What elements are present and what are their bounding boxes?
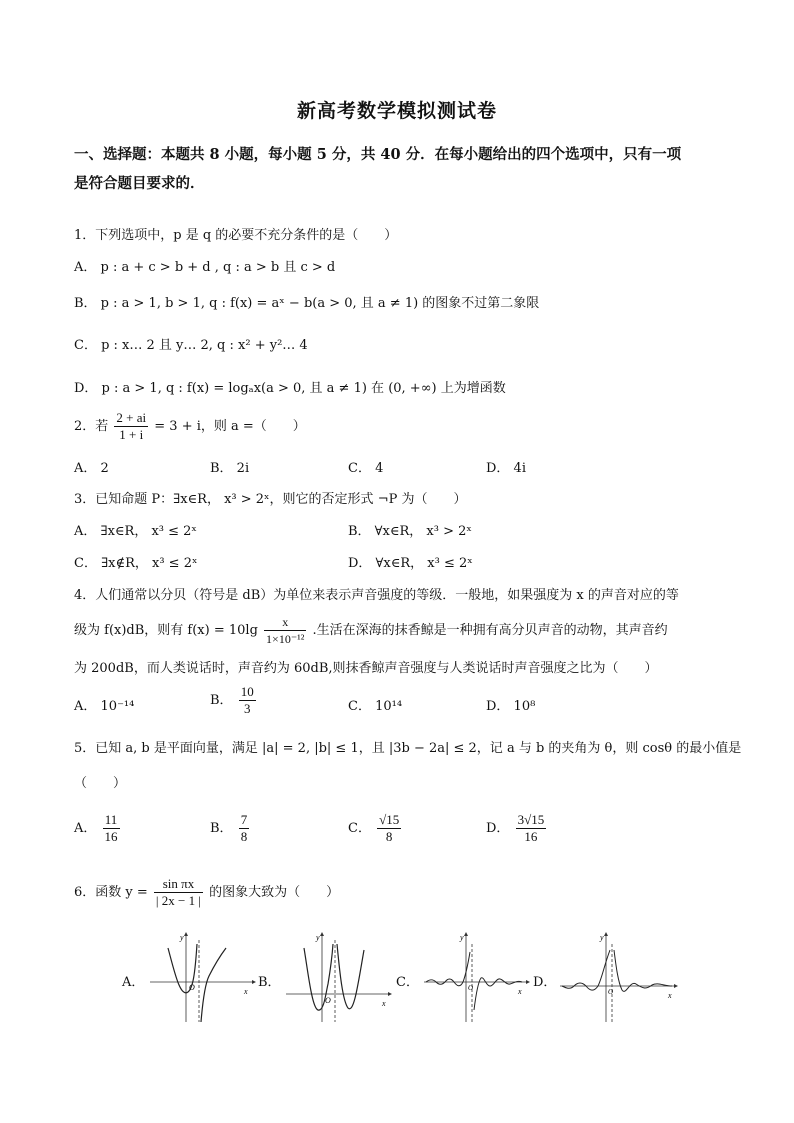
- q4-line1: 4．人们通常以分贝（符号是 dB）为单位来表示声音强度的等级．一般地，如果强度为 x 的声音对应的等: [74, 588, 679, 603]
- q6-graph-d: [556, 930, 682, 1026]
- q4-option-b-fraction: [239, 684, 256, 717]
- q6-option-d-label: D．: [533, 975, 557, 990]
- q4-line3: 为 200dB，而人类说话时，声音约为 60dB,则抹香鲸声音强度与人类说话时声音强度之比为（ ）: [74, 661, 658, 676]
- q4-fraction: [264, 614, 306, 647]
- q1-option-b: B． p : a > 1, b > 1, q : f(x) = aˣ − b(a > 0, 且 a ≠ 1) 的图象不过第二象限: [74, 296, 540, 311]
- q6-graph-a-x-label: x: [244, 987, 248, 996]
- q6-graph-b-origin: O: [325, 996, 331, 1005]
- q6-suffix: 的图象大致为（ ）: [209, 885, 340, 900]
- q6-graph-d-y-label: y: [600, 933, 604, 942]
- q1-option-a: A． p : a + c > b + d , q : a > b 且 c > d: [74, 260, 336, 275]
- q5-option-c-label: C．: [348, 821, 371, 836]
- q5-option-c-fraction: [377, 812, 401, 845]
- q6-graph-b-x-label: x: [382, 999, 386, 1008]
- q4-option-b-num: 10: [240, 684, 254, 699]
- q4-option-d: D． 10⁸: [486, 699, 536, 714]
- q2-option-d: D． 4i: [486, 461, 526, 476]
- q5-line1: 5．已知 a, b 是平面向量，满足 |a| = 2, |b| ≤ 1，且 |3b − 2a| ≤ 2，记 a 与 b 的夹角为 θ，则 cosθ 的最小值是: [74, 741, 742, 756]
- q6-prefix: 6．函数 y =: [74, 885, 148, 900]
- q2-stem: [74, 410, 306, 443]
- q5-option-c: [348, 812, 403, 845]
- section-heading: [74, 140, 754, 198]
- q6-graph-b: [282, 930, 394, 1026]
- q5-option-b: [210, 812, 251, 845]
- q5-option-d-label: D．: [486, 821, 510, 836]
- q1-option-d: D． p : a > 1, q : f(x) = logₐx(a > 0, 且 a ≠ 1) 在 (0, +∞) 上为增函数: [74, 381, 506, 396]
- q3-option-b: B． ∀x∈R， x³ > 2ˣ: [348, 524, 472, 539]
- q6-graph-b-y-label: y: [316, 933, 320, 942]
- q3-option-c: C． ∃x∉R， x³ ≤ 2ˣ: [74, 556, 198, 571]
- q5-option-b-fraction: [239, 812, 250, 845]
- q2-numerator: 2 + ai: [116, 410, 147, 425]
- q5-option-a-fraction: [103, 812, 120, 845]
- q5-option-b-den: 8: [240, 829, 248, 844]
- q5-option-c-num: √15: [379, 812, 400, 827]
- q1-option-c: C． p : x… 2 且 y… 2, q : x² + y²… 4: [74, 338, 308, 353]
- q6-stem: [74, 876, 339, 909]
- q6-graph-c-origin: O: [468, 984, 474, 992]
- q6-fraction: [154, 876, 203, 909]
- q4-option-a: A． 10⁻¹⁴: [74, 699, 135, 714]
- q3-stem: 3．已知命题 P：∃x∈R， x³ > 2ˣ，则它的否定形式 ¬P 为（ ）: [74, 492, 467, 507]
- q2-fraction: [114, 410, 148, 443]
- q4-line2-suffix: .生活在深海的抹香鲸是一种拥有高分贝声音的动物，其声音约: [312, 623, 668, 638]
- q4-line2-prefix: 级为 f(x)dB，则有 f(x) = 10lg: [74, 623, 258, 638]
- q5-option-a-num: 11: [103, 812, 120, 829]
- section-heading-line1: 一、选择题：本题共 8 小题，每小题 5 分，共 40 分．在每小题给出的四个选项中，只有一项: [74, 146, 682, 163]
- q3-option-d: D． ∀x∈R， x³ ≤ 2ˣ: [348, 556, 473, 571]
- q2-option-c: C． 4: [348, 461, 384, 476]
- q3-option-a: A． ∃x∈R， x³ ≤ 2ˣ: [74, 524, 197, 539]
- q6-graph-c-x-label: x: [518, 987, 522, 996]
- q6-graph-c-y-label: y: [460, 933, 464, 942]
- q5-option-d-fraction: [516, 812, 547, 845]
- q6-denominator: | 2x − 1 |: [155, 893, 201, 908]
- q2-option-b: B． 2i: [210, 461, 250, 476]
- q6-graph-a: [146, 930, 258, 1026]
- q6-numerator: sin πx: [154, 876, 203, 893]
- q5-option-d-den: 16: [524, 829, 538, 844]
- q5-option-c-den: 8: [385, 829, 393, 844]
- q4-option-b-den: 3: [243, 701, 251, 716]
- q4-option-b: [210, 684, 258, 717]
- q4-frac-denominator: 1×10⁻¹²: [266, 632, 305, 646]
- q6-option-c-label: C．: [396, 975, 419, 990]
- q5-option-a: [74, 812, 122, 845]
- q2-option-a: A． 2: [74, 461, 109, 476]
- q5-option-b-label: B．: [210, 821, 233, 836]
- q5-line2: （ ）: [74, 776, 127, 791]
- q6-graph-a-origin: O: [189, 983, 195, 992]
- q5-option-a-den: 16: [104, 829, 118, 844]
- q2-prefix: 2．若: [74, 419, 109, 434]
- q6-option-b-label: B．: [258, 975, 281, 990]
- q6-graph-c: [420, 930, 532, 1026]
- q2-denominator: 1 + i: [119, 427, 144, 442]
- q4-line2: [74, 614, 668, 647]
- q1-stem: 1．下列选项中，p 是 q 的必要不充分条件的是（ ）: [74, 228, 398, 243]
- q5-option-d-num: 3√15: [517, 812, 545, 827]
- q6-graph-a-y-label: y: [180, 933, 184, 942]
- q6-graph-d-origin: O: [608, 988, 614, 996]
- q5-option-a-label: A．: [74, 821, 97, 836]
- q2-suffix: = 3 + i，则 a =（ ）: [154, 419, 306, 434]
- section-heading-line2: 是符合题目要求的．: [74, 175, 205, 192]
- q4-option-b-label: B．: [210, 693, 233, 708]
- q6-option-a-label: A．: [122, 975, 145, 990]
- q4-option-c: C． 10¹⁴: [348, 699, 403, 714]
- q5-option-d: [486, 812, 548, 845]
- q6-graph-d-x-label: x: [668, 991, 672, 1000]
- page-title: 新高考数学模拟测试卷: [296, 100, 497, 122]
- q5-option-b-num: 7: [240, 812, 248, 827]
- q4-frac-numerator: x: [264, 614, 306, 631]
